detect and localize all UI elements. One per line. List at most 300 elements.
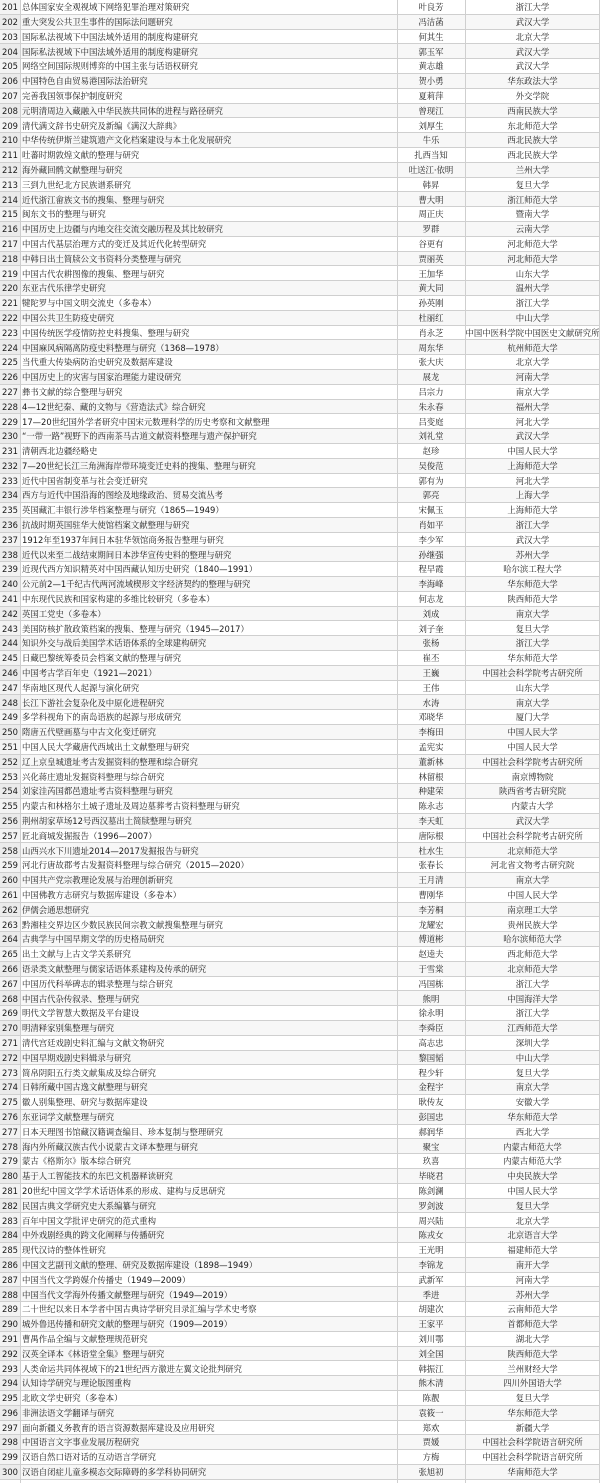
row-number-cell: 265 <box>0 947 20 962</box>
principal-investigator-cell: 冯洁菡 <box>397 15 465 30</box>
institution-cell: 武汉大学 <box>515 534 550 545</box>
project-title-cell: 日本天理图书馆藏汉籍调查编目、珍本复制与整理研究 <box>22 1126 223 1137</box>
row-number-cell: 258 <box>0 843 20 858</box>
project-title-cell: 知识外交与战后美国学术话语体系的全球建构研究 <box>20 636 397 651</box>
project-title-cell: 隋唐五代壁画墓与中古文化变迁研究 <box>20 725 397 740</box>
institution-cell: 武汉大学 <box>515 61 550 72</box>
project-title-cell: 国际私法视域下中国法域外适用的制度构建研究 <box>22 31 198 42</box>
table-row <box>0 400 600 415</box>
table-row <box>0 1228 600 1243</box>
table-row <box>0 326 600 341</box>
table-row <box>0 133 600 148</box>
table-row <box>0 414 600 429</box>
row-number-cell: 277 <box>0 1125 20 1140</box>
principal-investigator-cell: 龙耀宏 <box>418 919 444 930</box>
row-number-cell: 255 <box>0 799 20 814</box>
principal-investigator-cell: 李锦龙 <box>397 1258 465 1273</box>
row-number-cell: 264 <box>0 932 20 947</box>
principal-investigator-cell: 董新林 <box>397 755 465 770</box>
project-title-cell: 英国藏汇丰银行涉华档案整理与研究（1865—1949） <box>22 505 224 516</box>
table-row <box>0 1258 600 1273</box>
table-row <box>0 903 600 918</box>
principal-investigator-cell: 扎西当知 <box>414 150 448 161</box>
row-number-cell: 296 <box>0 1406 20 1421</box>
principal-investigator-cell: 徐永明 <box>418 1008 444 1019</box>
institution-cell: 哈尔滨工程大学 <box>503 564 562 575</box>
row-number-cell: 257 <box>0 829 20 844</box>
row-number-cell: 224 <box>0 340 20 355</box>
row-number-cell: 227 <box>0 385 20 400</box>
project-title-cell: 中韩日出土简牍公文书资料分类整理与研究 <box>20 252 397 267</box>
principal-investigator-cell: 杜丽红 <box>397 311 465 326</box>
row-number-cell: 236 <box>0 518 20 533</box>
principal-investigator-cell: 孙继强 <box>397 547 465 562</box>
project-title-cell: 中国历史上的灾害与国家治理能力建设研究 <box>20 370 397 385</box>
table-row <box>0 118 600 133</box>
principal-investigator-cell: 耿传友 <box>418 1097 444 1108</box>
institution-cell: 中山大学 <box>465 1051 600 1066</box>
principal-investigator-cell: 宋佩玉 <box>418 505 444 516</box>
row-number-cell: 244 <box>0 636 20 651</box>
table-row <box>0 281 600 296</box>
institution-cell: 北京语言大学 <box>465 1228 600 1243</box>
row-number-cell: 246 <box>0 666 20 681</box>
table-row <box>0 252 600 267</box>
institution-cell: 西北民族大学 <box>507 150 558 161</box>
table-row <box>0 710 600 725</box>
institution-cell: 南京大学 <box>465 695 600 710</box>
project-title-cell: 20世纪中国文学学术话语体系的形成、建构与反思研究 <box>22 1185 226 1196</box>
institution-cell: 河北大学 <box>515 416 550 427</box>
row-number-cell: 300 <box>0 1465 20 1480</box>
principal-investigator-cell: 赵珍 <box>422 446 440 457</box>
project-title-cell: 4—12世纪秦、藏的文物与《营造法式》综合研究 <box>20 400 397 415</box>
project-title-cell: 日韩所藏中国古逸文献整理与研究 <box>20 1080 397 1095</box>
row-number-cell: 280 <box>0 1169 20 1184</box>
table-row <box>0 1421 600 1436</box>
table-row <box>0 577 600 592</box>
table-row <box>0 1095 600 1110</box>
institution-cell: 上海师范大学 <box>507 505 558 516</box>
project-title-cell: 吐蕃时期敦煌文献的整理与研究 <box>22 150 140 161</box>
project-title-cell: 简帛阴阳五行类文献集成及综合研究 <box>22 1067 156 1078</box>
institution-cell: 中国社会科学院语言研究所 <box>465 1435 600 1450</box>
principal-investigator-cell: 熊木清 <box>397 1376 465 1391</box>
project-title-cell: 海内外所藏汉族古代小说蒙古文译本整理与研究 <box>20 1139 397 1154</box>
project-title-cell: 刘家洼芮国都邑遗址考古资料整理与研究 <box>20 784 397 799</box>
institution-cell: 陕西师范大学 <box>507 594 558 605</box>
table-row <box>0 30 600 45</box>
principal-investigator-cell: 水涛 <box>397 695 465 710</box>
institution-cell: 福建师范大学 <box>507 1245 558 1256</box>
row-number-cell: 295 <box>0 1391 20 1406</box>
institution-cell: 中国人民大学 <box>465 725 600 740</box>
institution-cell: 西北民族大学 <box>465 133 600 148</box>
institution-cell: 南京大学 <box>465 873 600 888</box>
principal-investigator-cell: 韩振江 <box>418 1363 444 1374</box>
row-number-cell: 273 <box>0 1065 20 1080</box>
institution-cell: 中国社会科学院考古研究所 <box>465 755 600 770</box>
table-row <box>0 488 600 503</box>
row-number-cell: 297 <box>0 1421 20 1436</box>
institution-cell: 中国人民大学 <box>507 742 558 753</box>
project-title-cell: 长江下游社会复杂化及中原化进程研究 <box>20 695 397 710</box>
project-title-cell: 人类命运共同体视域下的21世纪西方激进左翼文论批判研究 <box>22 1363 243 1374</box>
table-row <box>0 1006 600 1021</box>
row-number-cell: 235 <box>0 503 20 518</box>
row-number-cell: 202 <box>0 15 20 30</box>
table-row <box>0 1080 600 1095</box>
principal-investigator-cell: 周兴陆 <box>418 1215 444 1226</box>
project-title-cell: 中国早期戏剧史料辑录与研究 <box>20 1051 397 1066</box>
table-row <box>0 962 600 977</box>
principal-investigator-cell: 熊明 <box>397 991 465 1006</box>
row-number-cell: 293 <box>0 1361 20 1376</box>
row-number-cell: 210 <box>0 133 20 148</box>
institution-cell: 云南师范大学 <box>507 1304 558 1315</box>
table-row <box>0 178 600 193</box>
principal-investigator-cell: 郝润华 <box>418 1126 444 1137</box>
institution-cell: 陕西省考古研究院 <box>465 784 600 799</box>
table-row <box>0 666 600 681</box>
table-row <box>0 1287 600 1302</box>
row-number-cell: 268 <box>0 991 20 1006</box>
institution-cell: 中国社会科学院考古研究所 <box>465 666 600 681</box>
row-number-cell: 223 <box>0 326 20 341</box>
project-title-cell: 近代以来至二战结束期间日本涉华宣传史料的整理与研究 <box>20 547 397 562</box>
principal-investigator-cell: 何其生 <box>418 31 444 42</box>
principal-investigator-cell: 周正庆 <box>418 209 444 220</box>
table-row <box>0 888 600 903</box>
table-row <box>0 1435 600 1450</box>
row-number-cell: 266 <box>0 962 20 977</box>
project-title-cell: 近代浙江畲族文书的搜集、整理与研究 <box>20 192 397 207</box>
principal-investigator-cell: 武新军 <box>418 1274 444 1285</box>
institution-cell: 武汉大学 <box>465 429 600 444</box>
row-number-cell: 219 <box>0 266 20 281</box>
table-row <box>0 148 600 163</box>
principal-investigator-cell: 胡建次 <box>418 1304 444 1315</box>
table-row <box>0 947 600 962</box>
row-number-cell: 241 <box>0 592 20 607</box>
institution-cell: 华东师范大学 <box>507 653 558 664</box>
table-row <box>0 192 600 207</box>
table-row <box>0 769 600 784</box>
table-row <box>0 799 600 814</box>
table-row <box>0 1139 600 1154</box>
project-title-cell: 中国语言文字事业发展历程研究 <box>20 1435 397 1450</box>
principal-investigator-cell: 韩昇 <box>422 179 440 190</box>
row-number-cell: 221 <box>0 296 20 311</box>
project-title-cell: 东亚古代乐律学史研究 <box>20 281 397 296</box>
table-row <box>0 1273 600 1288</box>
table-row <box>0 695 600 710</box>
project-title-cell: 网络空间国际规则博弈的中国主张与话语权研究 <box>22 61 198 72</box>
table-row <box>0 340 600 355</box>
row-number-cell: 211 <box>0 148 20 163</box>
project-title-cell: 中国古代基层治理方式的变迁及其近代化转型研究 <box>22 238 207 249</box>
row-number-cell: 261 <box>0 888 20 903</box>
table-row <box>0 1302 600 1317</box>
project-title-cell: 汉英全译本《林语堂全集》整理与研究 <box>20 1347 397 1362</box>
row-number-cell: 215 <box>0 207 20 222</box>
principal-investigator-cell: 李芳桐 <box>397 903 465 918</box>
row-number-cell: 299 <box>0 1450 20 1465</box>
row-number-cell: 205 <box>0 59 20 74</box>
table-row <box>0 621 600 636</box>
table-row <box>0 1036 600 1051</box>
row-number-cell: 240 <box>0 577 20 592</box>
principal-investigator-cell: 刘子奎 <box>418 623 444 634</box>
row-number-cell: 259 <box>0 858 20 873</box>
table-row <box>0 1184 600 1199</box>
institution-cell: 首都师范大学 <box>465 1317 600 1332</box>
project-title-cell: 中国古代杂传叙录、整理与研究 <box>20 991 397 1006</box>
table-row <box>0 1391 600 1406</box>
row-number-cell: 232 <box>0 459 20 474</box>
principal-investigator-cell: 王伟 <box>422 682 440 693</box>
row-number-cell: 286 <box>0 1258 20 1273</box>
principal-investigator-cell: 周东华 <box>397 340 465 355</box>
principal-investigator-cell: 刘川鄂 <box>418 1333 444 1344</box>
principal-investigator-cell: 邓晓华 <box>418 712 444 723</box>
institution-cell: 暨南大学 <box>515 209 550 220</box>
project-title-cell: 东亚词学文献整理与研究 <box>20 1110 397 1125</box>
institution-cell: 复旦大学 <box>515 1067 550 1078</box>
principal-investigator-cell: 谷更有 <box>418 238 444 249</box>
row-number-cell: 204 <box>0 44 20 59</box>
institution-cell: 浙江大学 <box>515 978 550 989</box>
project-title-cell: 百年中国文学批评史研究的范式重构 <box>22 1215 156 1226</box>
institution-cell: 中国社会科学院语言研究所 <box>482 1452 583 1463</box>
row-number-cell: 290 <box>0 1317 20 1332</box>
row-number-cell: 287 <box>0 1273 20 1288</box>
row-number-cell: 218 <box>0 252 20 267</box>
institution-cell: 北京大学 <box>515 357 550 368</box>
table-row <box>0 1243 600 1258</box>
row-number-cell: 250 <box>0 725 20 740</box>
project-title-cell: 汉语自然口语对话的互动语言学研究 <box>22 1452 156 1463</box>
row-number-cell: 231 <box>0 444 20 459</box>
row-number-cell: 242 <box>0 607 20 622</box>
row-number-cell: 267 <box>0 977 20 992</box>
institution-cell: 江西师范大学 <box>465 1021 600 1036</box>
project-title-cell: 闽东文书的整理与研究 <box>22 209 106 220</box>
project-title-cell: 中国历史上边疆与内地交往交流交融历程及其比较研究 <box>20 222 397 237</box>
row-number-cell: 208 <box>0 104 20 119</box>
row-number-cell: 263 <box>0 917 20 932</box>
institution-cell: 福州大学 <box>465 400 600 415</box>
table-row <box>0 1110 600 1125</box>
project-title-cell: 日藏巴黎统筹委员会档案文献的整理与研究 <box>22 653 182 664</box>
principal-investigator-cell: 袁筱一 <box>397 1406 465 1421</box>
row-number-cell: 248 <box>0 695 20 710</box>
project-title-cell: 美国防核扩散政策档案的搜集、整理与研究（1945—2017） <box>22 623 249 634</box>
row-number-cell: 237 <box>0 533 20 548</box>
project-title-cell: 国际私法视域下中国法域外适用的制度构建研究 <box>20 44 397 59</box>
table-row <box>0 311 600 326</box>
principal-investigator-cell: 王巍 <box>397 666 465 681</box>
principal-investigator-cell: 郭玉军 <box>397 44 465 59</box>
table-row <box>0 651 600 666</box>
principal-investigator-cell: 林留根 <box>418 771 444 782</box>
institution-cell: 河北师范大学 <box>465 252 600 267</box>
principal-investigator-cell: 吴俊范 <box>397 459 465 474</box>
institution-cell: 哈尔滨师范大学 <box>465 932 600 947</box>
row-number-cell: 233 <box>0 474 20 489</box>
table-row <box>0 104 600 119</box>
institution-cell: 浙江师范大学 <box>465 192 600 207</box>
row-number-cell: 217 <box>0 237 20 252</box>
project-title-cell: 中国佛教方志研究与数据库建设（多卷本） <box>22 890 182 900</box>
principal-investigator-cell: 孙英刚 <box>418 298 444 309</box>
institution-cell: 华东师范大学 <box>465 1110 600 1125</box>
institution-cell: 中国社会科学院考古研究所 <box>482 830 583 841</box>
table-row <box>0 1317 600 1332</box>
row-number-cell: 279 <box>0 1154 20 1169</box>
principal-investigator-cell: 陈戎女 <box>397 1228 465 1243</box>
institution-cell: 深圳大学 <box>515 1037 550 1048</box>
project-title-cell: 1912年至1937年间日本驻华领馆商务报告整理与研究 <box>22 534 224 545</box>
table-row <box>0 592 600 607</box>
table-row <box>0 843 600 858</box>
principal-investigator-cell: 陈靓 <box>422 1393 440 1404</box>
principal-investigator-cell: 程少轩 <box>418 1067 444 1078</box>
column-divider <box>465 0 466 1483</box>
project-title-cell: 中国历代科举碑志的辑录整理与综合研究 <box>22 978 173 989</box>
institution-cell: 浙江大学 <box>515 2 550 13</box>
principal-investigator-cell: 曹刚华 <box>418 890 444 900</box>
table-row <box>0 740 600 755</box>
project-title-cell: “一带一路”视野下的西南茶马古道文献资料整理与遗产保护研究 <box>20 429 397 444</box>
table-row <box>0 459 600 474</box>
principal-investigator-cell: 李梅田 <box>397 725 465 740</box>
institution-cell: 北京大学 <box>515 31 550 42</box>
institution-cell: 西北师范大学 <box>507 949 558 960</box>
institution-cell: 西南民族大学 <box>465 104 600 119</box>
project-title-cell: 出土文献与上古文学关系研究 <box>22 949 131 960</box>
row-number-cell: 281 <box>0 1184 20 1199</box>
row-number-cell: 291 <box>0 1332 20 1347</box>
institution-cell: 华东政法大学 <box>465 74 600 89</box>
project-title-cell: 西方与近代中国沿海的图绘及地缘政治、贸易交流丛考 <box>20 488 397 503</box>
table-row <box>0 385 600 400</box>
institution-cell: 陕西师范大学 <box>465 1347 600 1362</box>
table-row <box>0 207 600 222</box>
principal-investigator-cell: 刘厚生 <box>418 120 444 131</box>
principal-investigator-cell: 吕变庭 <box>418 416 444 427</box>
principal-investigator-cell: 杜水生 <box>397 843 465 858</box>
principal-investigator-cell: 罗剑波 <box>397 1199 465 1214</box>
project-title-cell: 多学科视角下的南岛语族的起源与形成研究 <box>22 712 182 723</box>
project-title-cell: 海外藏回鹘文献整理与研究 <box>20 163 397 178</box>
project-title-cell: 华南地区现代人起源与演化研究 <box>22 682 140 693</box>
principal-investigator-cell: 赵逵夫 <box>418 949 444 960</box>
principal-investigator-cell: 刘礼堂 <box>397 429 465 444</box>
institution-cell: 东北师范大学 <box>507 120 558 131</box>
institution-cell: 河北大学 <box>515 475 550 486</box>
row-number-cell: 253 <box>0 769 20 784</box>
row-number-cell: 203 <box>0 30 20 45</box>
principal-investigator-cell: 季进 <box>397 1287 465 1302</box>
institution-cell: 山东大学 <box>515 268 550 279</box>
row-number-cell: 298 <box>0 1435 20 1450</box>
principal-investigator-cell: 李天虹 <box>397 814 465 829</box>
principal-investigator-cell: 吐送江·依明 <box>397 163 465 178</box>
principal-investigator-cell: 吕宗力 <box>418 386 444 397</box>
row-number-cell: 254 <box>0 784 20 799</box>
project-title-cell: 北欧文学史研究（多卷本） <box>22 1393 123 1404</box>
institution-cell: 河南大学 <box>465 370 600 385</box>
institution-cell: 河北省文物考古研究院 <box>490 860 575 871</box>
institution-cell: 南京大学 <box>465 1080 600 1095</box>
project-title-cell: 徽人别集整理、研究与数据库建设 <box>22 1097 148 1108</box>
row-number-cell: 278 <box>0 1139 20 1154</box>
project-title-cell: 中外戏剧经典的跨文化阐释与传播研究 <box>20 1228 397 1243</box>
row-number-cell: 288 <box>0 1287 20 1302</box>
principal-investigator-cell: 黄大同 <box>397 281 465 296</box>
table-row <box>0 784 600 799</box>
table-row <box>0 1125 600 1140</box>
row-number-cell: 270 <box>0 1021 20 1036</box>
principal-investigator-cell: 曾现江 <box>397 104 465 119</box>
project-title-cell: 清代满文辞书史研究及新编《满汉大辞典》 <box>22 120 182 131</box>
row-number-cell: 209 <box>0 118 20 133</box>
row-number-cell: 252 <box>0 755 20 770</box>
row-number-cell: 238 <box>0 547 20 562</box>
principal-investigator-cell: 贾丽英 <box>397 252 465 267</box>
row-number-cell: 245 <box>0 651 20 666</box>
institution-cell: 山东大学 <box>515 682 550 693</box>
row-number-cell: 294 <box>0 1376 20 1391</box>
institution-cell: 南京大学 <box>465 607 600 622</box>
table-row <box>0 1376 600 1391</box>
table-row <box>0 1169 600 1184</box>
row-number-cell: 239 <box>0 562 20 577</box>
institution-cell: 上海大学 <box>465 488 600 503</box>
row-number-cell: 274 <box>0 1080 20 1095</box>
table-row <box>0 1065 600 1080</box>
principal-investigator-cell: 何志龙 <box>418 594 444 605</box>
institution-cell: 兰州财经大学 <box>507 1363 558 1374</box>
table-row <box>0 829 600 844</box>
project-title-cell: 城外鲁迅传播和研究文献的整理与研究（1909—2019） <box>20 1317 397 1332</box>
project-title-cell: 面向新疆义务教育的语言资源数据库建设及应用研究 <box>22 1422 215 1433</box>
row-number-cell: 212 <box>0 163 20 178</box>
table-row <box>0 355 600 370</box>
principal-investigator-cell: 毕晓君 <box>397 1169 465 1184</box>
row-divider <box>0 1479 600 1480</box>
institution-cell: 苏州大学 <box>465 1287 600 1302</box>
institution-cell: 浙江大学 <box>515 1008 550 1019</box>
principal-investigator-cell: 黎国韬 <box>397 1051 465 1066</box>
principal-investigator-cell: 陈剑澜 <box>418 1185 444 1196</box>
project-title-cell: 总体国家安全观视域下网络犯罪治理对策研究 <box>22 2 190 13</box>
project-title-cell: 元明清周边入藏融入中华民族共同体的进程与路径研究 <box>20 104 397 119</box>
row-number-cell: 220 <box>0 281 20 296</box>
institution-cell: 复旦大学 <box>515 623 550 634</box>
institution-cell: 浙江大学 <box>465 636 600 651</box>
table-row <box>0 977 600 992</box>
table-row <box>0 547 600 562</box>
project-title-cell: 曹禺作品全编与文献整理规范研究 <box>22 1333 148 1344</box>
institution-cell: 南开大学 <box>465 1258 600 1273</box>
project-title-cell: 中国传统医学疫情防控史料搜集、整理与研究 <box>22 327 190 338</box>
row-number-cell: 251 <box>0 740 20 755</box>
table-row <box>0 444 600 459</box>
project-title-cell: 伊儒会通思想研究 <box>20 903 397 918</box>
principal-investigator-cell: 冯国栋 <box>418 978 444 989</box>
